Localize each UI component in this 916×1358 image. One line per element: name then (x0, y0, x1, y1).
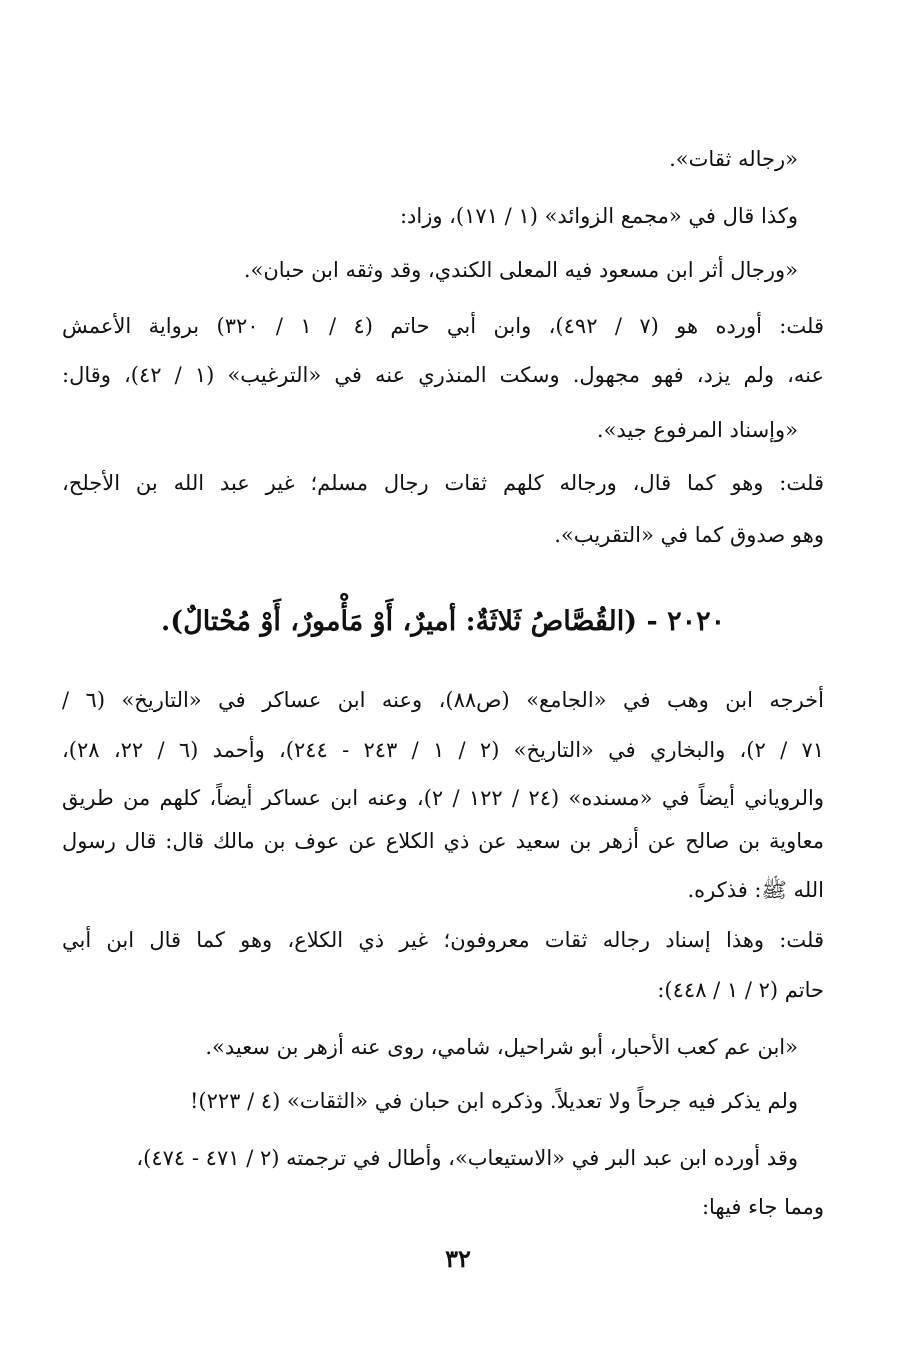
text-line: قلت: وهذا إسناد رجاله ثقات معروفون؛ غير ذي الكلاع، وهو كما قال ابن أبي (62, 928, 824, 952)
text-line: معاوية بن صالح عن أزهر بن سعيد عن ذي الكلاع عن عوف بن مالك قال: قال رسول (62, 829, 824, 853)
text-line: ومما جاء فيها: (701, 1195, 824, 1219)
text-line: وكذا قال في «مجمع الزوائد» (١ / ١٧١)، وزاد: (399, 204, 798, 228)
quote-line: «ابن عم كعب الأحبار، أبو شراحيل، شامي، روى عنه أزهر بن سعيد». (205, 1035, 798, 1059)
text-line: حاتم (٢ / ١ / ٤٤٨): (657, 978, 824, 1002)
text-line: عنه، ولم يزد، فهو مجهول. وسكت المنذري عنه في «الترغيب» (١ / ٤٢)، وقال: (62, 363, 824, 387)
text-line: والروياني أيضاً في «مسنده» (٢٤ / ١٢٢ / ٢)، وعنه ابن عساكر أيضاً، كلهم من طريق (62, 786, 824, 810)
text-line: قلت: أورده هو (٧ / ٤٩٢)، وابن أبي حاتم (٤ / ١ / ٣٢٠) برواية الأعمش (62, 314, 824, 338)
hadith-heading: ٢٠٢٠ - (القُصَّاصُ ثَلاثَةٌ: أميرٌ، أَوْ مَأْمورٌ، أَوْ مُحْتالٌ). (160, 606, 726, 637)
text-line: وقد أورده ابن عبد البر في «الاستيعاب»، وأطال في ترجمته (٢ / ٤٧١ - ٤٧٤)، (136, 1146, 798, 1170)
quote-line: «وإسناد المرفوع جيد». (596, 418, 798, 442)
page-number: ٣٢ (445, 1244, 471, 1273)
text-line: ٧١ / ٢)، والبخاري في «التاريخ» (٢ / ١ / ٢٤٣ - ٢٤٤)، وأحمد (٦ / ٢٢، ٢٨)، (62, 738, 824, 762)
quote-line: «ورجال أثر ابن مسعود فيه المعلى الكندي، وقد وثقه ابن حبان». (243, 258, 798, 282)
text-line: أخرجه ابن وهب في «الجامع» (ص٨٨)، وعنه ابن عساكر في «التاريخ» (٦ / (62, 688, 824, 712)
text-line: الله ﷺ: فذكره. (687, 878, 824, 902)
text-line: قلت: وهو كما قال، ورجاله كلهم ثقات رجال مسلم؛ غير عبد الله بن الأجلح، (62, 471, 824, 495)
text-line: ولم يذكر فيه جرحاً ولا تعديلاً. وذكره ابن حبان في «الثقات» (٤ / ٢٢٣)! (189, 1089, 798, 1113)
quote-line: «رجاله ثقات». (669, 147, 798, 171)
text-line: وهو صدوق كما في «التقريب». (554, 523, 824, 547)
